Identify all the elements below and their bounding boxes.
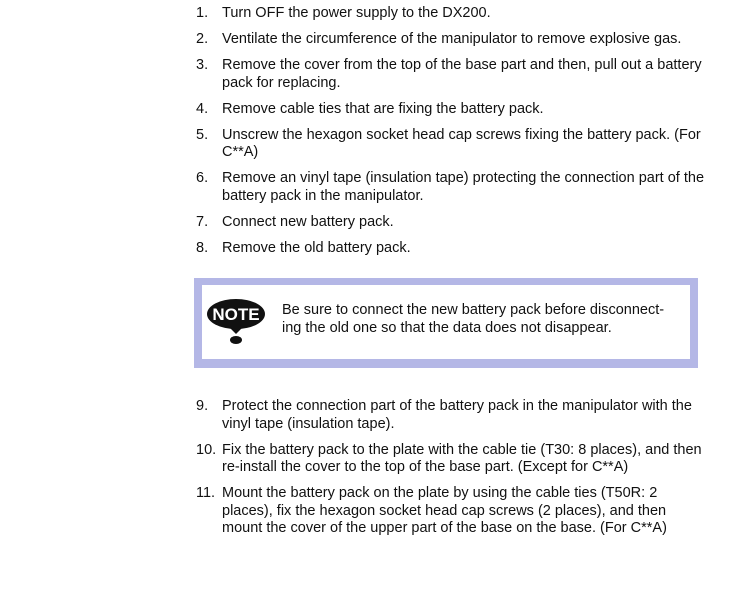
step-text: Unscrew the hexagon socket head cap screws fixing the battery pack. (For C**A) [222,126,701,160]
note-text [282,301,687,337]
step-item [196,214,706,232]
step-number: 4. [196,100,209,117]
step-number: 10. [196,441,217,458]
step-text: Remove an vinyl tape (insulation tape) protecting the connection part of the battery pack in the manipulator. [222,170,705,204]
note-box [194,278,698,368]
step-item [196,127,706,162]
step-item [196,57,706,92]
step-number: 6. [196,170,209,186]
step-item [196,240,706,258]
step-text: Remove the old battery pack. [222,239,411,256]
step-item [196,485,706,538]
step-number: 5. [196,126,209,143]
step-text: Protect the connection part of the battery pack in the manipulator with the vinyl tape (insulation tape). [222,398,692,432]
step-text: Ventilate the circumference of the manipulator to remove explosive gas. [222,31,682,47]
step-text: Remove the cover from the top of the base part and then, pull out a battery pack for replacing. [222,57,702,91]
step-item [196,442,706,477]
note-text-line: Be sure to connect the new battery pack before disconnect- [282,302,665,318]
step-number: 9. [196,398,209,414]
procedure-steps-first [196,5,706,266]
step-text: Turn OFF the power supply to the DX200. [222,5,491,21]
step-number: 2. [196,31,209,47]
step-number: 11. [196,485,216,501]
step-item [196,398,706,433]
step-item [196,31,706,49]
note-badge-label: NOTE [212,305,260,324]
step-number: 7. [196,213,209,230]
step-number: 8. [196,239,209,256]
note-text-line: ing the old one so that the data does not disappear. [282,320,612,336]
step-text: Mount the battery pack on the plate by using the cable ties (T50R: 2 places), fix the hexagon socket head cap screws (2 places), and then mount the cover of the upper part of the base on the base. (For C**A) [222,485,667,536]
step-number: 3. [196,57,209,73]
note-icon [206,296,266,346]
step-text: Fix the battery pack to the plate with the cable tie (T30: 8 places), and then re-install the cover to the top of the base part. (Except for C**A) [222,441,702,475]
procedure-steps-second [196,398,706,546]
step-text: Remove cable ties that are fixing the battery pack. [222,100,544,117]
step-item [196,5,706,23]
step-number: 1. [196,5,209,21]
note-box-inner [202,285,690,359]
step-item [196,101,706,119]
step-item [196,170,706,205]
step-text: Connect new battery pack. [222,213,394,230]
